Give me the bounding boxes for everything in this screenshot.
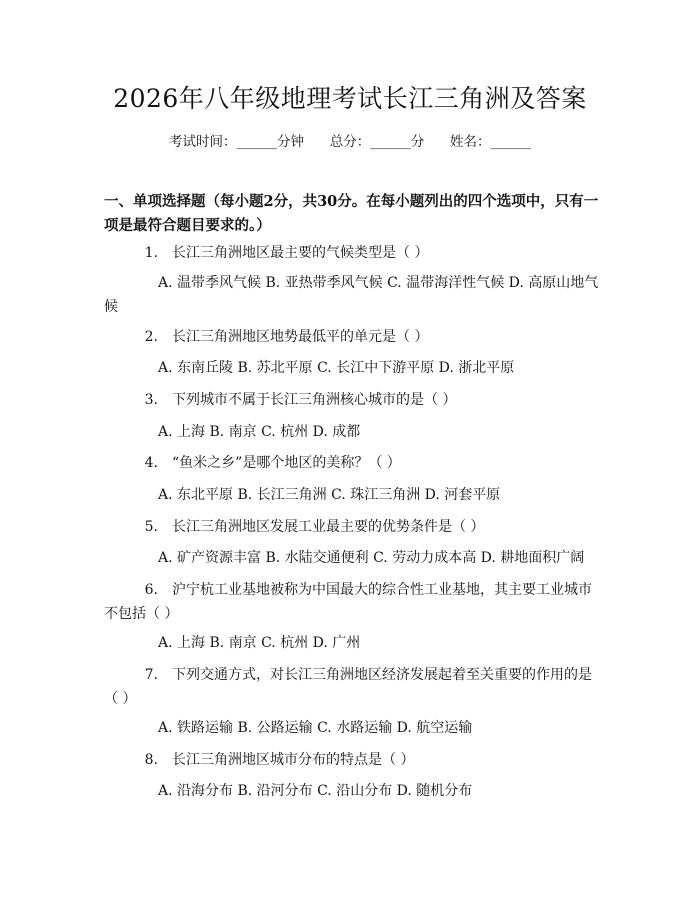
- page-title: 2026年八年级地理考试长江三角洲及答案: [113, 84, 587, 113]
- question-stem: 长江三角洲地区地势最低平的单元是（ ）: [172, 329, 429, 345]
- question-stem: 沪宁杭工业基地被称为中国最大的综合性工业基地，其主要工业城市不包括（ ）: [104, 582, 592, 622]
- question-stem: 下列城市不属于长江三角洲核心城市的是（ ）: [172, 392, 457, 408]
- question-2-options: A. 东南丘陵 B. 苏北平原 C. 长江中下游平原 D. 浙北平原: [158, 360, 515, 376]
- question-4-options: A. 东北平原 B. 长江三角洲 C. 珠江三角洲 D. 河套平原: [158, 487, 501, 503]
- question-7-options: A. 铁路运输 B. 公路运输 C. 水路运输 D. 航空运输: [158, 720, 473, 736]
- question-2: [104, 325, 604, 349]
- question-4: [104, 451, 604, 475]
- question-8-options: A. 沿海分布 B. 沿河分布 C. 沿山分布 D. 随机分布: [158, 783, 473, 799]
- question-stem: 下列交通方式，对长江三角洲地区经济发展起着至关重要的作用的是（ ）: [104, 667, 592, 707]
- exam-info-line: 考试时间：______分钟 总分：______分 姓名：______: [169, 134, 531, 150]
- question-3-options: A. 上海 B. 南京 C. 杭州 D. 成都: [158, 424, 361, 440]
- question-number: 8.: [144, 752, 158, 768]
- question-5: [104, 515, 604, 539]
- question-stem: 长江三角洲地区发展工业最主要的优势条件是（ ）: [172, 519, 485, 535]
- question-number: 3.: [144, 392, 158, 408]
- question-number: 2.: [144, 329, 158, 345]
- question-7: [104, 663, 604, 711]
- question-number: 4.: [144, 455, 158, 471]
- question-stem: 长江三角洲地区最主要的气候类型是（ ）: [172, 245, 429, 261]
- section-heading: 一、单项选择题（每小题2分，共30分。在每小题列出的四个选项中，只有一项是最符合题目要求的。）: [104, 193, 599, 234]
- question-6: [104, 578, 604, 626]
- question-8: [104, 748, 604, 772]
- question-number: 1.: [144, 245, 158, 261]
- question-1-options: A. 温带季风气候 B. 亚热带季风气候 C. 温带海洋性气候 D. 高原山地气候: [104, 275, 599, 315]
- question-number: 7.: [144, 667, 158, 683]
- question-stem: 长江三角洲地区城市分布的特点是（ ）: [172, 752, 415, 768]
- question-number: 6.: [144, 582, 158, 598]
- question-6-options: A. 上海 B. 南京 C. 杭州 D. 广州: [158, 635, 361, 651]
- question-3: [104, 388, 604, 412]
- question-stem: “鱼米之乡”是哪个地区的美称？（ ）: [172, 455, 401, 471]
- question-number: 5.: [144, 519, 158, 535]
- question-1: [104, 241, 604, 265]
- question-5-options: A. 矿产资源丰富 B. 水陆交通便利 C. 劳动力成本高 D. 耕地面积广阔: [158, 550, 585, 566]
